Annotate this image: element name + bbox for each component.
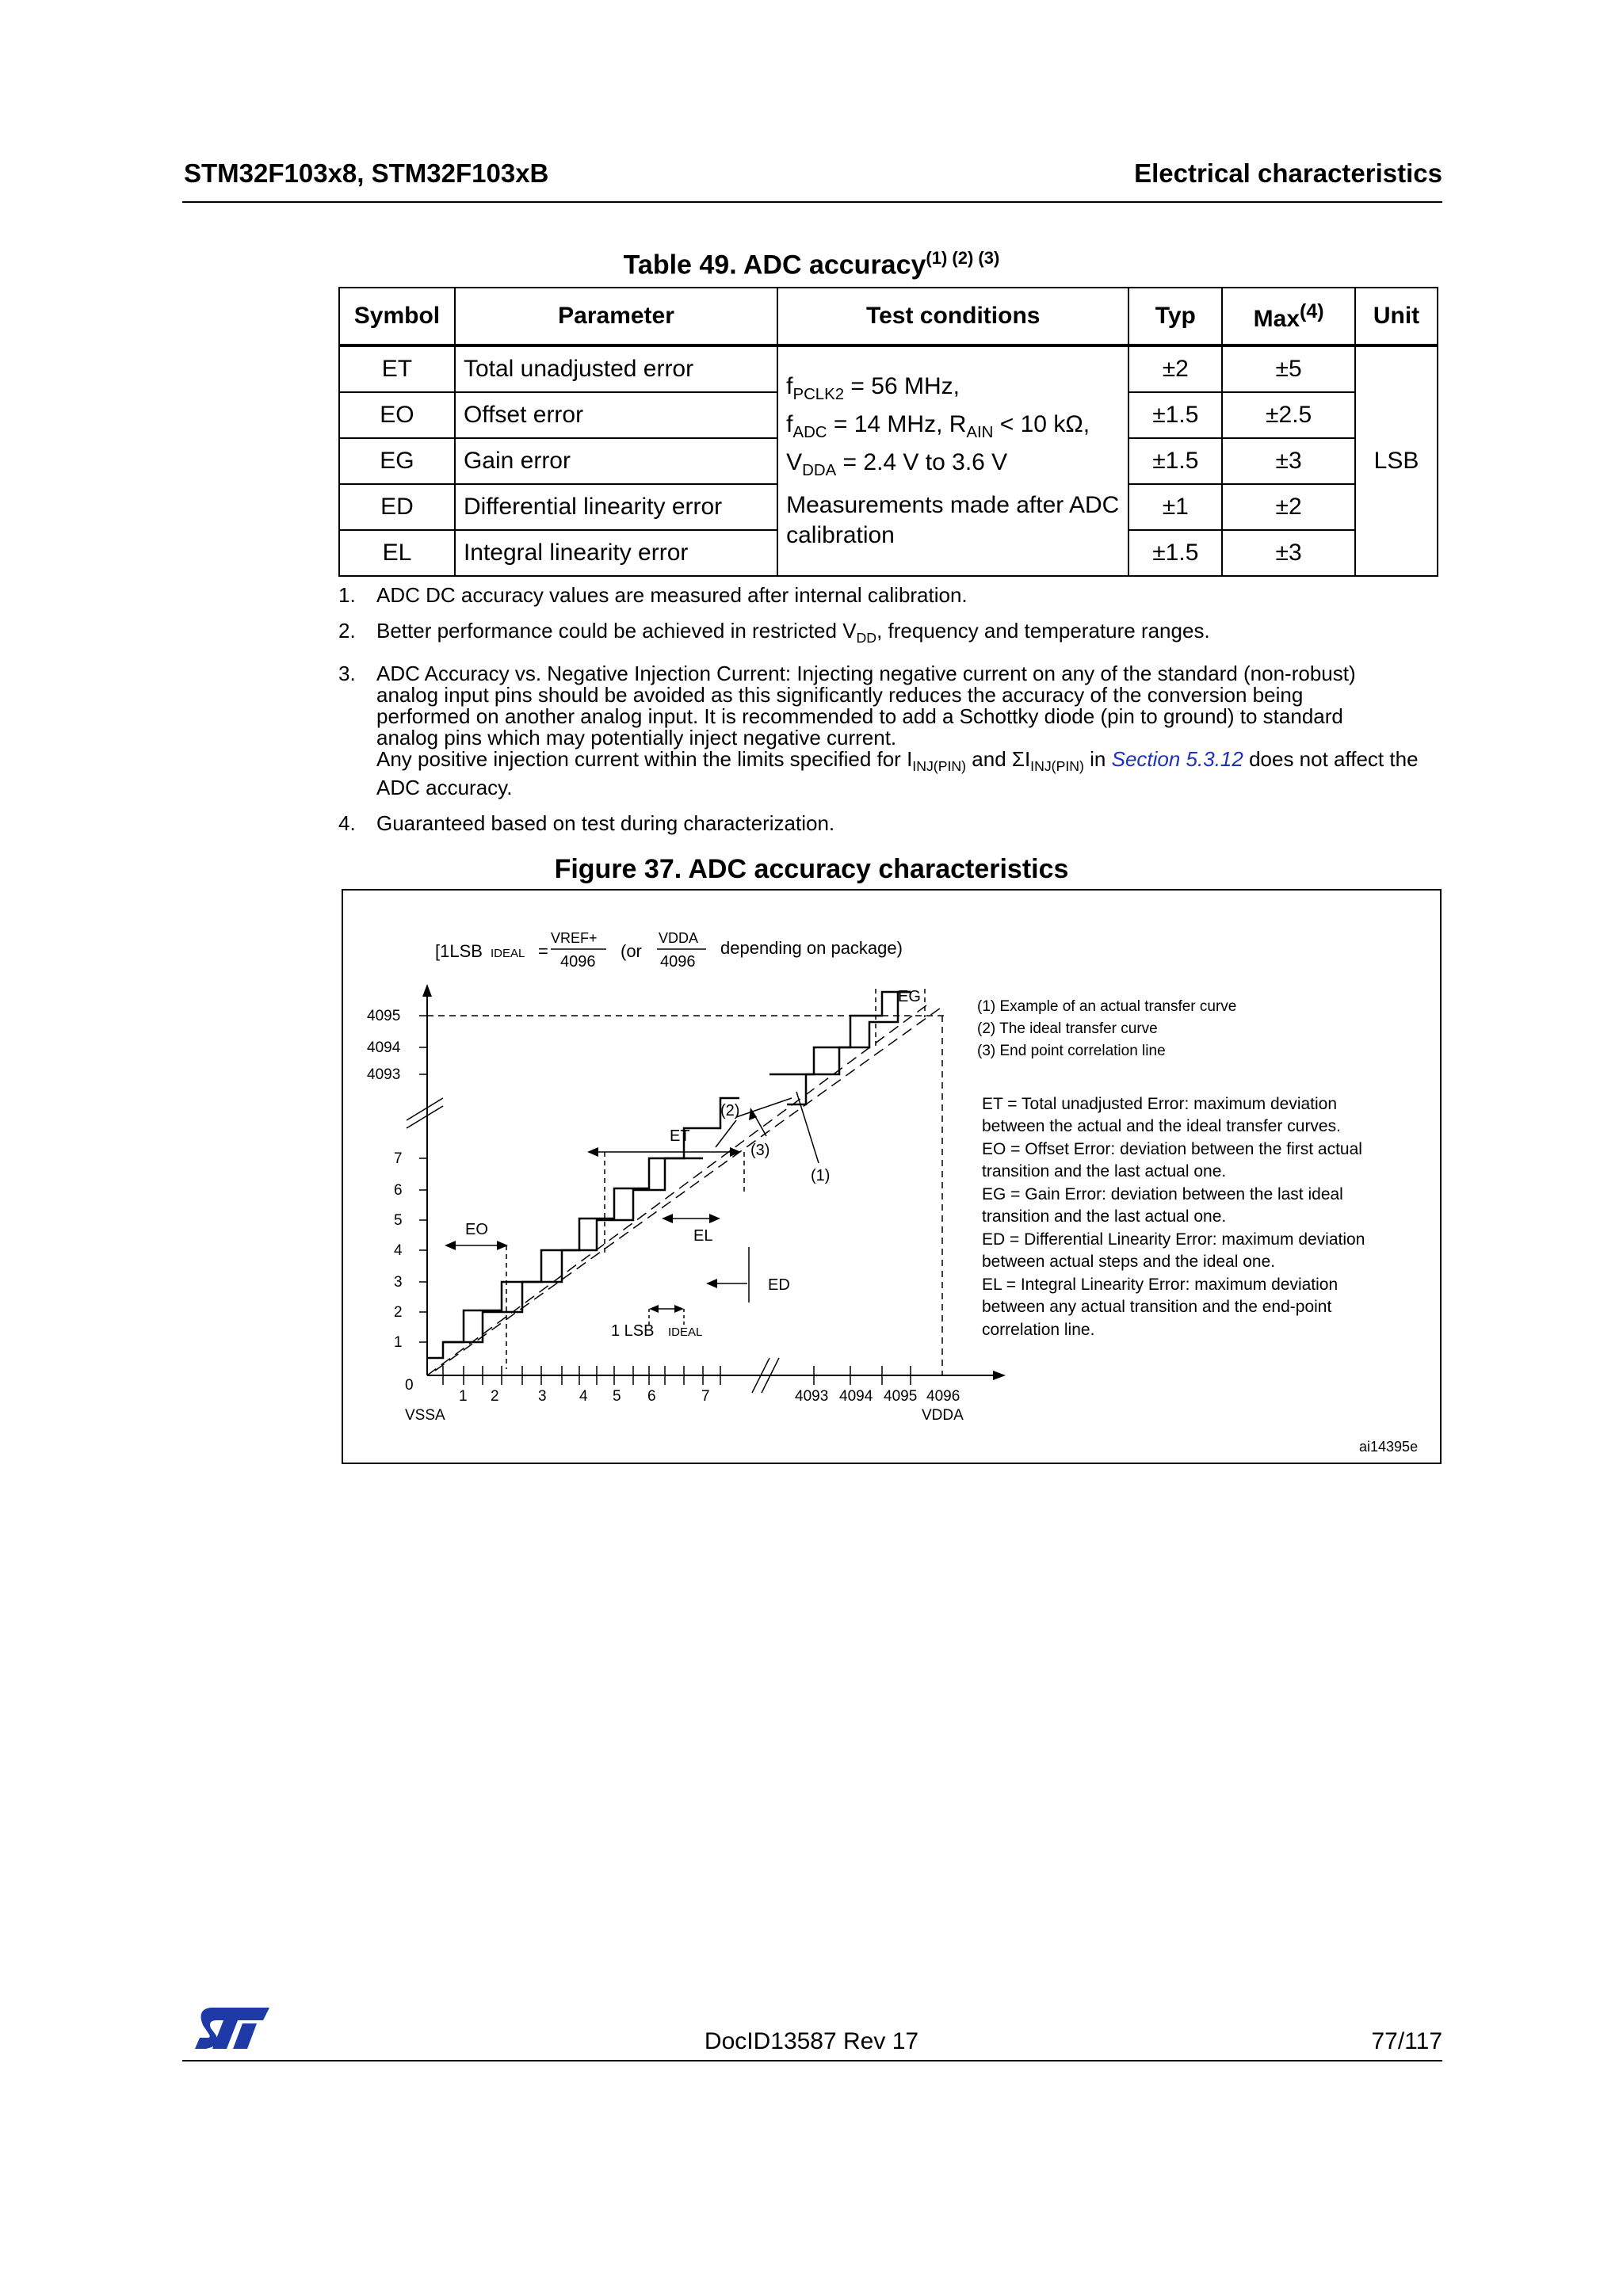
formula-den2: 4096 [660, 953, 696, 971]
footer-doc-id: DocID13587 Rev 17 [704, 2028, 919, 2054]
formula-den: 4096 [560, 953, 596, 971]
x-tick-label: 3 [538, 1388, 547, 1405]
definition-line: ET = Total unadjusted Error: maximum deviation [982, 1095, 1338, 1113]
cell-typ: ±2 [1128, 345, 1222, 392]
cell-symbol: EG [339, 438, 455, 484]
note-item: 2. Better performance could be achieved in restricted $V_{DD}$, frequency and temperature ranges. [338, 619, 1210, 646]
col-header-parameter: Parameter [455, 288, 777, 345]
x-tick-label: 7 [701, 1388, 710, 1405]
y-tick-label: 5 [394, 1212, 403, 1229]
cell-symbol: ET [339, 345, 455, 392]
y-tick-label: 4 [394, 1242, 403, 1259]
vdda-label: VDDA [922, 1407, 964, 1424]
figure-code: ai14395e [1359, 1439, 1419, 1455]
legend-item: (2) The ideal transfer curve [977, 1020, 1158, 1037]
x-tick-label: 4095 [884, 1388, 918, 1405]
legend-item: (1) Example of an actual transfer curve [977, 998, 1237, 1015]
formula-vref: VREF+ [551, 930, 598, 946]
cell-typ: ±1.5 [1128, 530, 1222, 576]
col-header-max: Max$^{(4)}$ [1222, 288, 1355, 345]
cell-max: ±2.5 [1222, 392, 1355, 438]
cell-typ: ±1 [1128, 484, 1222, 530]
actual-transfer-curve [443, 992, 911, 1342]
definition-line: EL = Integral Linearity Error: maximum deviation [982, 1276, 1338, 1294]
x-tick-label: 4 [579, 1388, 588, 1405]
header-section-title: Electrical characteristics [1134, 158, 1442, 188]
cell-typ: ±1.5 [1128, 438, 1222, 484]
y-tick-label: 3 [394, 1274, 403, 1291]
cell-parameter: Integral linearity error [455, 530, 777, 576]
cell-max: ±5 [1222, 345, 1355, 392]
cell-max: ±2 [1222, 484, 1355, 530]
formula-eq: = [538, 941, 548, 961]
x-tick-label: 5 [613, 1388, 621, 1405]
cell-parameter: Gain error [455, 438, 777, 484]
cell-parameter: Differential linearity error [455, 484, 777, 530]
x-tick-label: 4094 [839, 1388, 873, 1405]
adc-accuracy-table [338, 287, 1438, 577]
table-row [339, 345, 1438, 392]
definition-line: between any actual transition and the end-point [982, 1298, 1332, 1316]
lsb-ideal-label: 1 LSB [611, 1322, 655, 1340]
lsb-ideal-sub: IDEAL [668, 1325, 703, 1339]
formula-lsb: [1LSB [435, 941, 483, 961]
definition-line: EO = Offset Error: deviation between the first actual [982, 1140, 1362, 1158]
x-tick-label: 1 [459, 1388, 468, 1405]
ideal-line [427, 1003, 930, 1375]
x-axis-ticks [405, 1366, 964, 1424]
col-header-symbol: Symbol [339, 288, 455, 345]
y-tick-label: 6 [394, 1182, 403, 1199]
definition-line: transition and the last actual one. [982, 1207, 1227, 1226]
figure-title: Figure 37. ADC accuracy characteristics [554, 854, 1069, 884]
vssa-label: VSSA [405, 1407, 445, 1424]
definition-line: transition and the last actual one. [982, 1162, 1227, 1180]
note-item: 1. ADC DC accuracy values are measured after internal calibration. [338, 583, 968, 607]
y-tick-label: 1 [394, 1334, 403, 1351]
x-tick-label: 6 [647, 1388, 656, 1405]
definition-line: between actual steps and the ideal one. [982, 1253, 1276, 1271]
legend-item: (3) End point correlation line [977, 1043, 1166, 1059]
footer-rule [182, 2060, 1442, 2061]
eg-label: EG [898, 988, 921, 1005]
cell-unit: LSB [1355, 345, 1438, 576]
cell-parameter: Total unadjusted error [455, 345, 777, 392]
endpoint-correlation-line [435, 1008, 941, 1371]
x-tick-label: 4093 [795, 1388, 829, 1405]
y-tick-label: 4094 [367, 1039, 401, 1056]
footer-page-number: 77/117 [1371, 2028, 1442, 2054]
table-notes [338, 585, 1448, 849]
header-rule [182, 201, 1442, 203]
transfer-curve-diagram [343, 891, 1440, 1463]
cell-symbol: ED [339, 484, 455, 530]
section-link[interactable]: Section 5.3.12 [1111, 747, 1243, 772]
col-header-typ: Typ [1128, 288, 1222, 345]
col-header-unit: Unit [1355, 288, 1438, 345]
callout-2: (2) [720, 1102, 740, 1119]
table-title: Table 49. ADC accuracy$^{(1) (2) (3)}$ [623, 248, 1000, 280]
table-header-row [339, 288, 1438, 345]
x-tick-label: 2 [491, 1388, 499, 1405]
ideal-transfer-curve [427, 992, 911, 1358]
definition-line: between the actual and the ideal transfer curves. [982, 1117, 1341, 1135]
header-doc-title: STM32F103x8, STM32F103xB [184, 158, 549, 188]
y-tick-label: 4093 [367, 1066, 401, 1083]
col-header-conditions: Test conditions [777, 288, 1128, 345]
formula-tail: depending on package) [720, 938, 903, 958]
definition-line: ED = Differential Linearity Error: maximum deviation [982, 1230, 1365, 1249]
y-tick-label: 7 [394, 1150, 403, 1167]
formula-or: (or [621, 941, 642, 961]
formula-ideal: IDEAL [491, 947, 525, 960]
note-item: 3. ADC Accuracy vs. Negative Injection Current: Injecting negative current on any of the standard (non-robust) analog input pins should be avoided as this significantly reduces the accuracy of the conversion being performed on another analog input. It is recommended to add a Schottky diode (pin to ground) to standard analog pins which may potentially inject negative current. Any positive injection current within the limits specified for $I_{INJ(PIN)}$ and $\Sigma I_{INJ(PIN)}$ in Section 5.3.12 does not affect the ADC accuracy. [338, 662, 1419, 800]
cell-max: ±3 [1222, 530, 1355, 576]
cell-symbol: EL [339, 530, 455, 576]
definition-line: EG = Gain Error: deviation between the last ideal [982, 1185, 1343, 1203]
callout-3: (3) [750, 1142, 770, 1159]
ed-label: ED [768, 1276, 790, 1294]
cell-typ: ±1.5 [1128, 392, 1222, 438]
x-tick-label: 4096 [926, 1388, 960, 1405]
cell-max: ±3 [1222, 438, 1355, 484]
y-axis-ticks [367, 1008, 427, 1394]
y-tick-label: 2 [394, 1304, 403, 1321]
y-tick-label: 4095 [367, 1008, 401, 1024]
note-item: 4. Guaranteed based on test during characterization. [338, 811, 835, 836]
callout-1: (1) [811, 1167, 831, 1184]
cell-parameter: Offset error [455, 392, 777, 438]
el-label: EL [693, 1227, 713, 1245]
formula-vdda: VDDA [659, 930, 699, 946]
eo-label: EO [465, 1221, 488, 1238]
adc-accuracy-figure [342, 889, 1442, 1464]
cell-symbol: EO [339, 392, 455, 438]
error-definitions [982, 1095, 1365, 1339]
cell-test-conditions: $f_{PCLK2} = 56$ MHz, $f_{ADC} = 14$ MHz, $R_{AIN} < 10$ kΩ, $V_{DDA} = 2.4$ V to 3.6 V Measurements made after ADC calibration [777, 345, 1128, 576]
et-label: ET [670, 1127, 690, 1145]
y-tick-label: 0 [405, 1377, 414, 1394]
definition-line: correlation line. [982, 1321, 1095, 1339]
